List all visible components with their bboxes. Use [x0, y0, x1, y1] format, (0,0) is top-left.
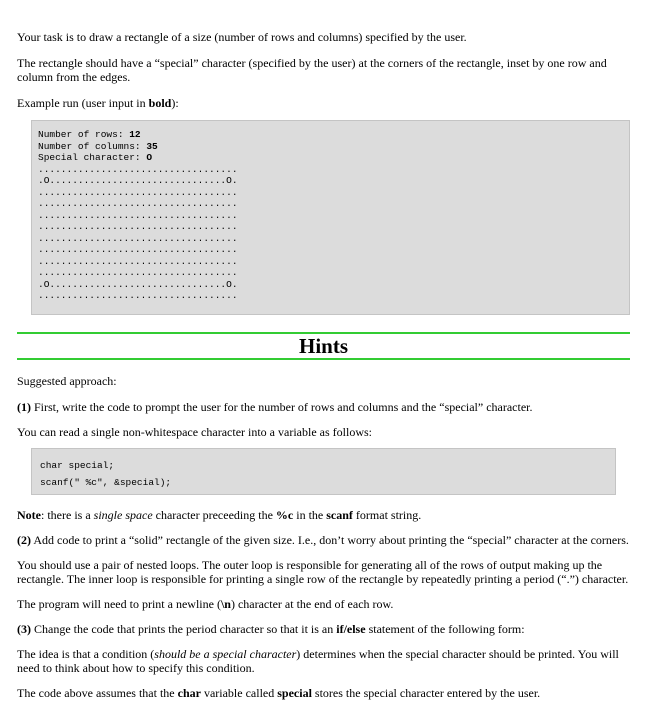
note-label: Note — [17, 508, 41, 522]
output-line: ................................... — [38, 209, 238, 221]
step3 — [17, 622, 525, 637]
note-text-2: character preceeding the — [152, 508, 276, 522]
step2 — [17, 533, 629, 548]
step1 — [17, 400, 533, 415]
hints-bottom-divider — [17, 358, 630, 360]
assume-text-2: variable called — [200, 686, 278, 700]
scanf-code — [40, 457, 607, 491]
idea-text-2: ) determines when the special character should be printed. You will — [296, 647, 619, 661]
assume-note — [17, 686, 540, 701]
note-text-4: format string. — [352, 508, 422, 522]
step1-number: (1) — [17, 400, 31, 414]
example-run-caption — [17, 96, 179, 111]
assume-special: special — [277, 686, 312, 700]
example-run-output — [38, 164, 623, 302]
suggested-approach: Suggested approach: — [17, 374, 117, 388]
step3-ifelse: if/else — [336, 622, 366, 636]
newline-text-2: ) character at the end of each row. — [230, 597, 394, 611]
note-format: %c — [275, 508, 294, 522]
step2-text: Add code to print a “solid” rectangle of the given size. I.e., don’t worry about printing the “special” character at the corners. — [31, 533, 629, 547]
newline-escape: \n — [220, 597, 231, 611]
newline-note — [17, 597, 393, 612]
special-description-line2: column from the edges. — [17, 70, 131, 84]
assume-text-1: The code above assumes that the — [17, 686, 178, 700]
output-line: ................................... — [38, 244, 238, 255]
output-line: ................................... — [38, 267, 238, 278]
idea-line2: need to think about how to specify this condition. — [17, 661, 255, 675]
nested-loops-line1: You should use a pair of nested loops. The outer loop is responsible for generating all of the rows of output making up the — [17, 558, 603, 572]
caption-suffix: ): — [171, 96, 179, 110]
special-input: O — [146, 152, 153, 163]
output-line: .O...............................O. — [38, 175, 238, 186]
assume-text-3: stores the special character entered by the user. — [311, 686, 541, 700]
step3-text-2: statement of the following form: — [365, 622, 525, 636]
output-line: ................................... — [38, 255, 238, 267]
idea-italic: should be a special character — [154, 647, 297, 661]
step3-number: (3) — [17, 622, 31, 636]
special-label: Special character: — [38, 152, 147, 163]
rows-input: 12 — [129, 129, 141, 140]
idea-line1 — [17, 647, 619, 662]
scanf-code-box — [31, 448, 616, 495]
note-text-3: in the — [293, 508, 327, 522]
code-line-declare: char special; — [40, 460, 115, 471]
step2-number: (2) — [17, 533, 31, 547]
note-scanf: scanf — [326, 508, 353, 522]
newline-text-1: The program will need to print a newline ( — [17, 597, 221, 611]
output-line: ................................... — [38, 198, 238, 209]
task-description: Your task is to draw a rectangle of a size (number of rows and columns) specified by the user. — [17, 30, 467, 44]
note-text-1: : there is a — [41, 508, 94, 522]
cols-input: 35 — [146, 140, 158, 152]
idea-text-1: The idea is that a condition ( — [17, 647, 155, 661]
output-line: .O...............................O. — [38, 278, 238, 290]
assume-char: char — [177, 686, 201, 700]
note — [17, 508, 421, 523]
output-line: ................................... — [38, 163, 238, 175]
example-run-box — [31, 120, 630, 315]
output-line: ................................... — [38, 186, 238, 198]
code-line-scanf: scanf(" %c", &special); — [40, 477, 172, 488]
hints-title: Hints — [298, 334, 348, 358]
step3-text-1: Change the code that prints the period character so that it is an — [31, 622, 337, 636]
caption-bold: bold — [148, 96, 172, 110]
special-description-line1: The rectangle should have a “special” character (specified by the user) at the corners of the rectangle, inset by one row and — [17, 56, 607, 70]
output-line: ................................... — [38, 221, 238, 232]
output-line: ................................... — [38, 290, 238, 301]
example-run-prompts — [38, 129, 623, 164]
caption-text: Example run (user input in — [17, 96, 149, 110]
step1-text: First, write the code to prompt the user for the number of rows and columns and the “special” character. — [31, 400, 533, 414]
nested-loops-line2: rectangle. The inner loop is responsible for printing a single row of the rectangle by repeatedly printing a period (“.”) character. — [17, 572, 629, 586]
output-line: ................................... — [38, 232, 238, 244]
read-single-char: You can read a single non-whitespace character into a variable as follows: — [17, 425, 372, 439]
cols-label: Number of columns: — [38, 140, 147, 152]
note-italic: single space — [93, 508, 153, 522]
rows-label: Number of rows: — [38, 129, 130, 140]
